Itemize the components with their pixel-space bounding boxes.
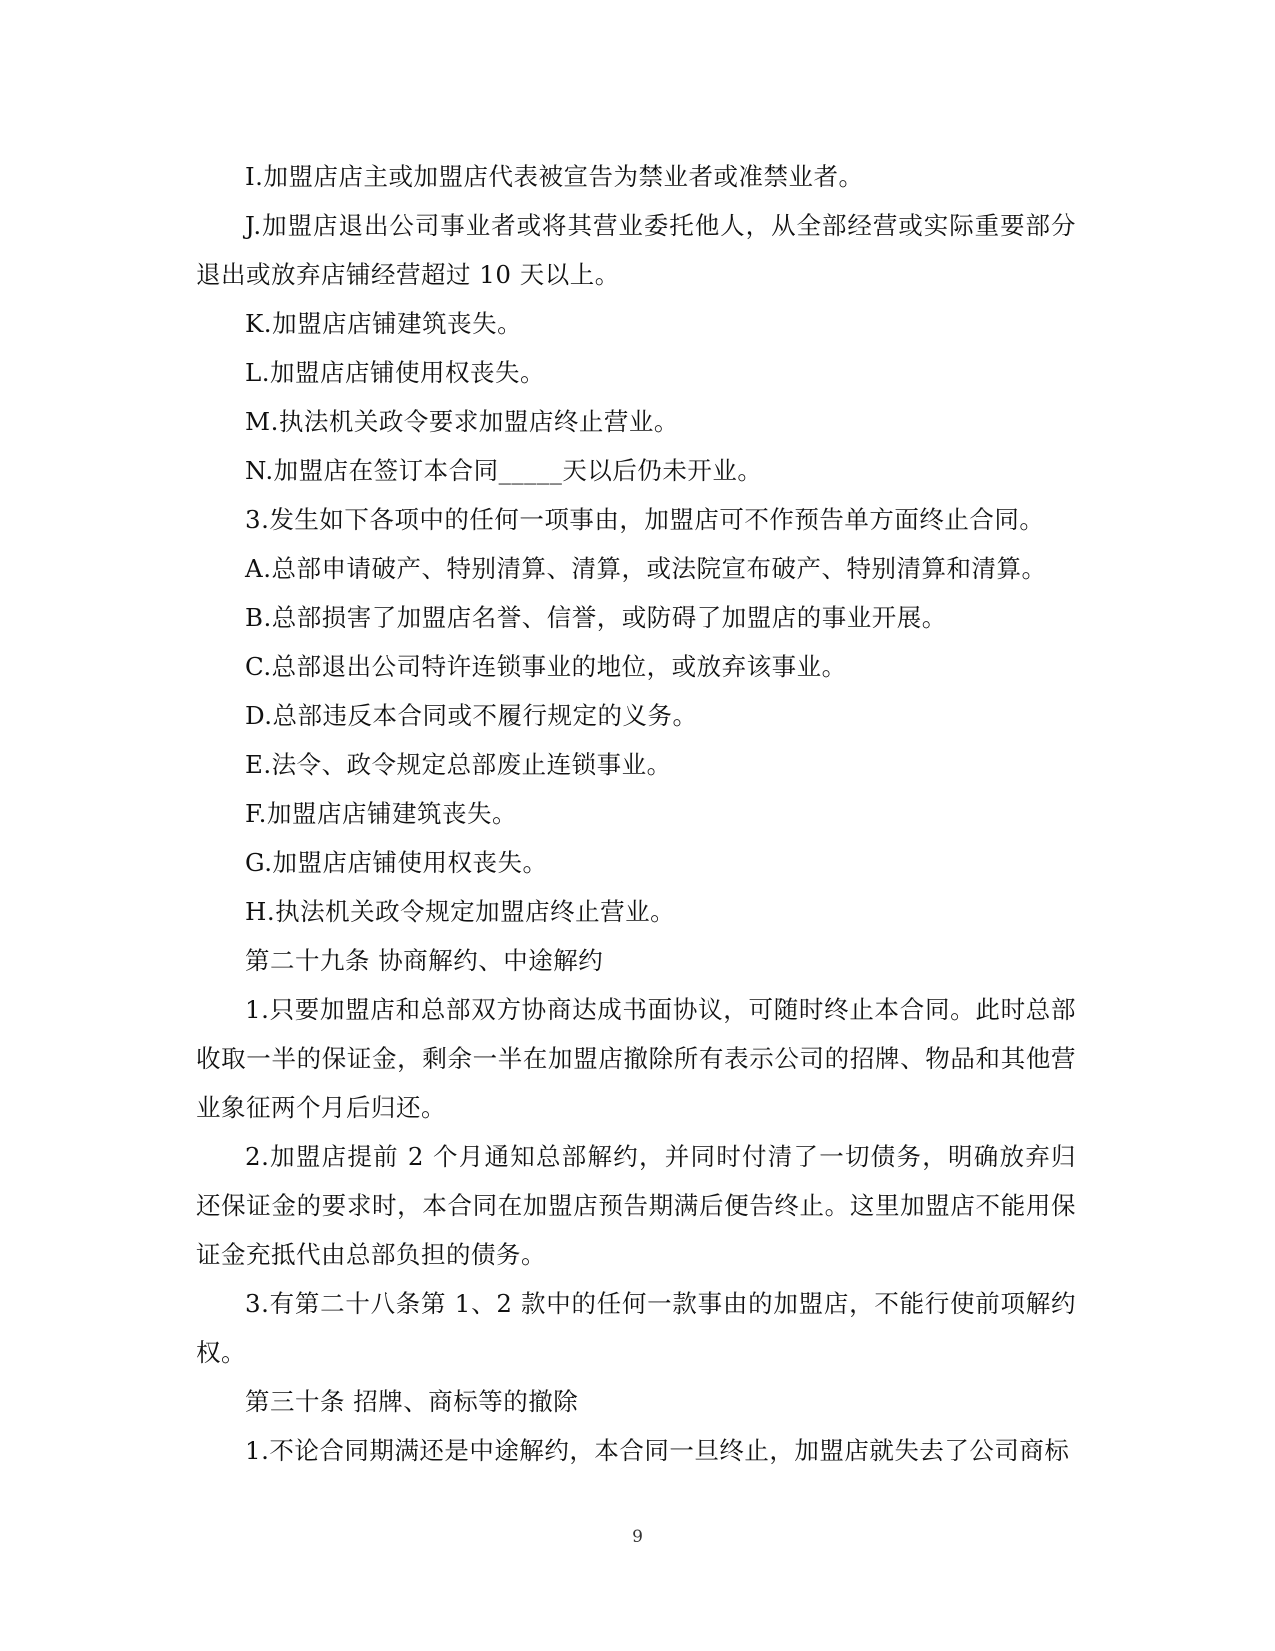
article-30-item-1: 1.不论合同期满还是中途解约，本合同一旦终止，加盟店就失去了公司商标 — [245, 1436, 1070, 1465]
clause-n: N.加盟店在签订本合同_____天以后仍未开业。 — [245, 456, 763, 485]
page-number: 9 — [632, 1527, 643, 1547]
clause-e: E.法令、政令规定总部废止连锁事业。 — [245, 750, 672, 779]
clause-j: J.加盟店退出公司事业者或将其营业委托他人，从全部经营或实际重要部分退出或放弃店铺经营超过 10 天以上。 — [196, 211, 1076, 289]
clause-h: H.执法机关政令规定加盟店终止营业。 — [245, 897, 676, 926]
article-29-item-2: 2.加盟店提前 2 个月通知总部解约，并同时付清了一切债务，明确放弃归还保证金的要求时，本合同在加盟店预告期满后便告终止。这里加盟店不能用保证金充抵代由总部负担的债务。 — [196, 1142, 1076, 1269]
article-30-heading: 第三十条 招牌、商标等的撤除 — [245, 1387, 579, 1416]
clause-b: B.总部损害了加盟店名誉、信誉，或防碍了加盟店的事业开展。 — [245, 603, 947, 632]
document-body — [196, 152, 1076, 1475]
clause-a: A.总部申请破产、特别清算、清算，或法院宣布破产、特别清算和清算。 — [245, 554, 1047, 583]
clause-g: G.加盟店店铺使用权丧失。 — [245, 848, 548, 877]
clause-i: I.加盟店店主或加盟店代表被宣告为禁业者或准禁业者。 — [245, 162, 864, 191]
section-3-intro: 3.发生如下各项中的任何一项事由，加盟店可不作预告单方面终止合同。 — [245, 505, 1045, 534]
article-29-heading: 第二十九条 协商解约、中途解约 — [245, 946, 604, 975]
clause-l: L.加盟店店铺使用权丧失。 — [245, 358, 546, 387]
clause-c: C.总部退出公司特许连锁事业的地位，或放弃该事业。 — [245, 652, 847, 681]
clause-k: K.加盟店店铺建筑丧失。 — [245, 309, 523, 338]
article-29-item-1: 1.只要加盟店和总部双方协商达成书面协议，可随时终止本合同。此时总部收取一半的保证金，剩余一半在加盟店撤除所有表示公司的招牌、物品和其他营业象征两个月后归还。 — [196, 995, 1076, 1122]
clause-f: F.加盟店店铺建筑丧失。 — [245, 799, 517, 828]
article-29-item-3: 3.有第二十八条第 1、2 款中的任何一款事由的加盟店，不能行使前项解约权。 — [196, 1289, 1076, 1367]
clause-m: M.执法机关政令要求加盟店终止营业。 — [245, 407, 679, 436]
clause-d: D.总部违反本合同或不履行规定的义务。 — [245, 701, 698, 730]
